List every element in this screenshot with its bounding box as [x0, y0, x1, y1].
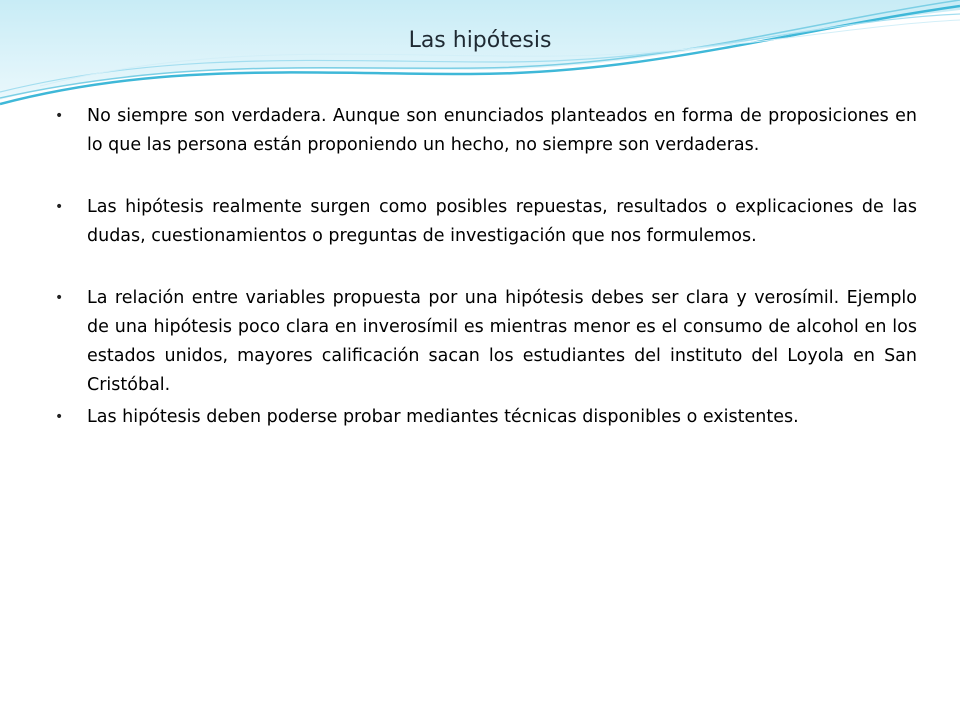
- bullet-text: Las hipótesis deben poderse probar mediantes técnicas disponibles o existentes.: [87, 407, 799, 427]
- bullet-text: No siempre son verdadera. Aunque son enunciados planteados en forma de proposiciones en lo que las persona están proponiendo un hecho, no siempre son verdaderas.: [87, 106, 917, 155]
- bullet-item: [55, 403, 917, 432]
- bullet-item: [55, 193, 917, 251]
- bullet-text: Las hipótesis realmente surgen como posibles repuestas, resultados o explicaciones de las dudas, cuestionamientos o preguntas de investigación que nos formulemos.: [87, 197, 917, 246]
- bullet-marker: •: [55, 290, 64, 306]
- bullet-item: [55, 102, 917, 160]
- bullet-text: La relación entre variables propuesta por una hipótesis debes ser clara y verosímil. Ejemplo de una hipótesis poco clara en inverosímil es mientras menor es el consumo de alcohol en los estados unidos, mayores calificación sacan los estudiantes del instituto del Loyola en San Cristóbal.: [87, 288, 917, 395]
- bullet-marker: •: [55, 409, 64, 425]
- slide-title: Las hipótesis: [408, 28, 552, 53]
- bullet-list: [55, 102, 917, 432]
- bullet-marker: •: [55, 108, 64, 124]
- bullet-marker: •: [55, 199, 64, 215]
- bullet-item: [55, 284, 917, 400]
